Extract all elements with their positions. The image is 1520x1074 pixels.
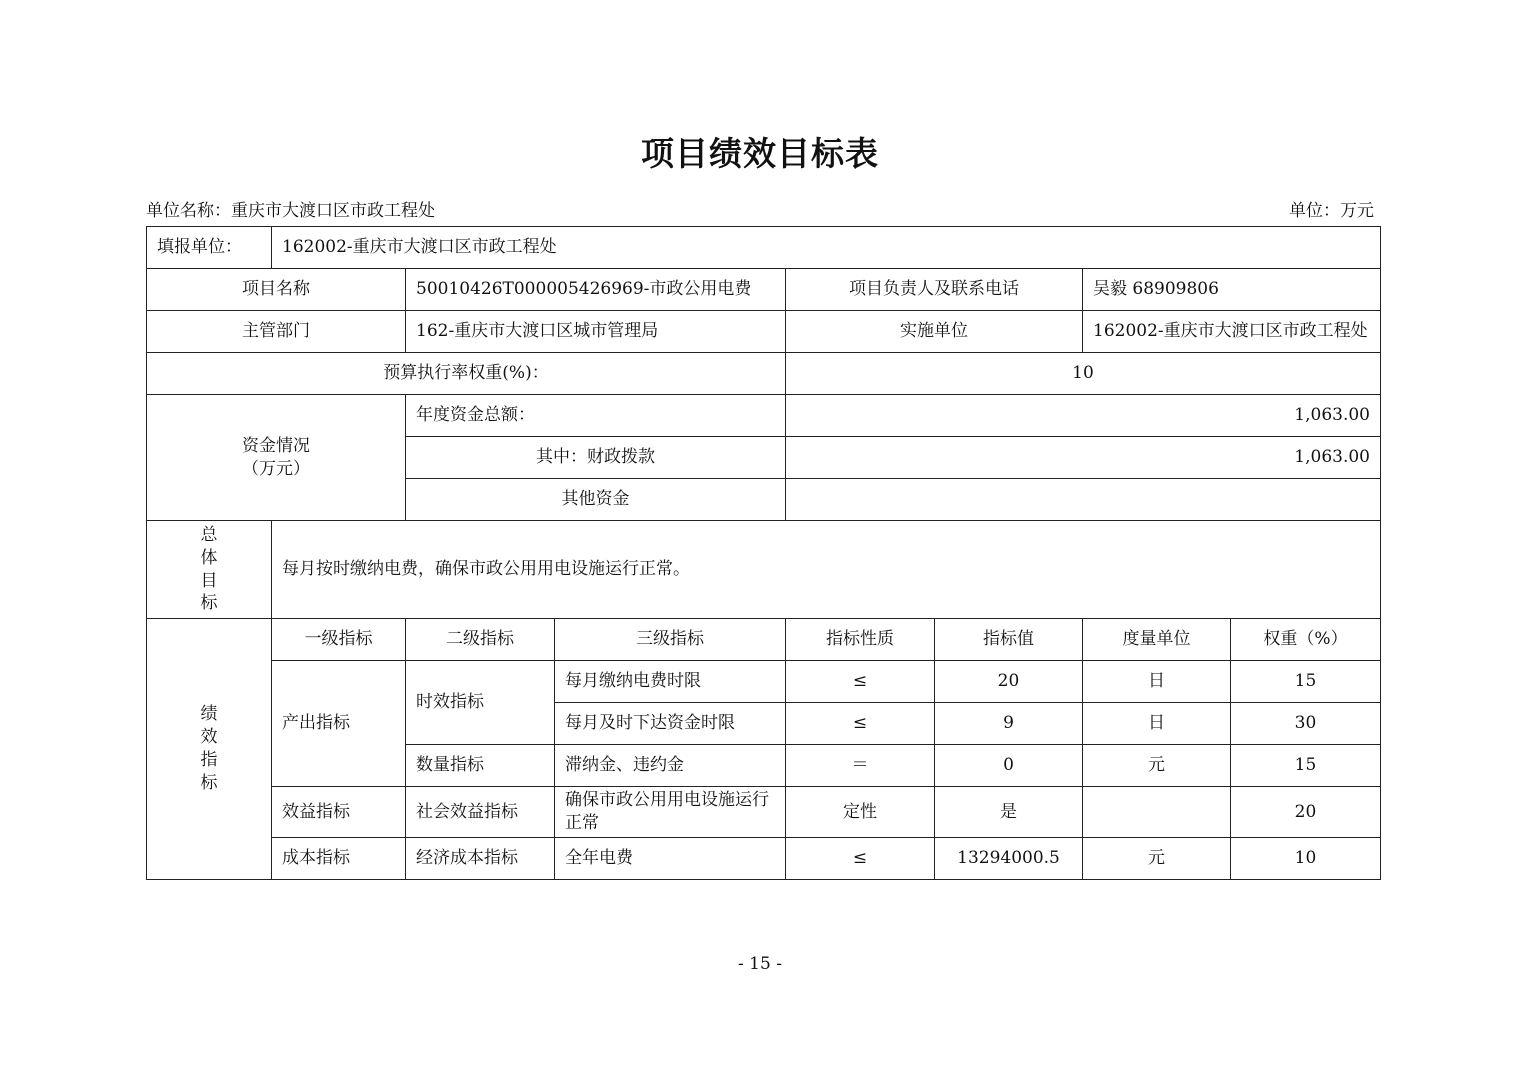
filler-label: 填报单位： [147,227,272,269]
nature-cell: ≤ [786,703,935,745]
page-number: - 15 - [738,954,782,974]
performance-char: 标 [200,772,218,793]
header-unit: 度量单位 [1083,619,1231,661]
level2-cell: 数量指标 [406,745,555,787]
level2-cell: 经济成本指标 [406,838,555,880]
level3-cell: 确保市政公用用电设施运行正常 [555,787,786,838]
budget-weight-value: 10 [786,353,1381,395]
funds-label-line2: （万元） [242,458,310,479]
level3-cell: 滞纳金、违约金 [555,745,786,787]
value-cell: 0 [935,745,1083,787]
overall-goal-text: 每月按时缴纳电费，确保市政公用用电设施运行正常。 [272,521,1381,619]
nature-cell: 定性 [786,787,935,838]
project-name-row [147,269,1381,311]
funds-fiscal-label: 其中：财政拨款 [406,437,786,479]
performance-char: 绩 [200,704,218,725]
budget-weight-row [147,353,1381,395]
header-level3: 三级指标 [555,619,786,661]
header-level2: 二级指标 [406,619,555,661]
value-cell: 20 [935,661,1083,703]
filler-row [147,227,1381,269]
overall-goal-char: 标 [200,593,218,614]
performance-indicator-label [147,619,272,880]
value-cell: 13294000.5 [935,838,1083,880]
unit-cell: 日 [1083,703,1231,745]
header-weight: 权重（%） [1231,619,1381,661]
nature-cell: ＝ [786,745,935,787]
weight-cell: 15 [1231,661,1381,703]
department-row [147,311,1381,353]
unit-name-label: 单位名称：重庆市大渡口区市政工程处 [146,201,435,221]
project-contact-label: 项目负责人及联系电话 [786,269,1083,311]
header-value: 指标值 [935,619,1083,661]
department-label: 主管部门 [147,311,406,353]
overall-goal-char: 目 [200,570,218,591]
page-title: 项目绩效目标表 [641,134,879,173]
performance-goal-table [146,226,1381,880]
implementing-unit-label: 实施单位 [786,311,1083,353]
performance-char: 指 [200,750,218,770]
table-row [147,838,1381,880]
funds-annual-label: 年度资金总额： [406,395,786,437]
value-cell: 是 [935,787,1083,838]
implementing-unit-value: 162002-重庆市大渡口区市政工程处 [1083,311,1381,353]
overall-goal-row [147,521,1381,619]
weight-cell: 30 [1231,703,1381,745]
funds-other-label: 其他资金 [406,479,786,521]
table-row [147,787,1381,838]
level3-cell: 每月缴纳电费时限 [555,661,786,703]
department-value: 162-重庆市大渡口区城市管理局 [406,311,786,353]
weight-cell: 10 [1231,838,1381,880]
header-nature: 指标性质 [786,619,935,661]
budget-weight-label: 预算执行率权重(%)： [147,353,786,395]
funds-label [147,395,406,521]
overall-goal-label [147,521,272,619]
value-cell: 9 [935,703,1083,745]
timeliness-level2: 时效指标 [406,661,555,745]
level1-cell: 效益指标 [272,787,406,838]
header-level1: 一级指标 [272,619,406,661]
project-name-label: 项目名称 [147,269,406,311]
funds-other-value [786,479,1381,521]
funds-annual-row [147,395,1381,437]
output-level1: 产出指标 [272,661,406,787]
unit-cell: 日 [1083,661,1231,703]
level3-cell: 每月及时下达资金时限 [555,703,786,745]
table-row [147,661,1381,703]
unit-cell: 元 [1083,745,1231,787]
funds-annual-value: 1,063.00 [786,395,1381,437]
unit-cell: 元 [1083,838,1231,880]
nature-cell: ≤ [786,838,935,880]
project-contact-value: 吴毅 68909806 [1083,269,1381,311]
filler-value: 162002-重庆市大渡口区市政工程处 [272,227,1381,269]
level2-cell: 社会效益指标 [406,787,555,838]
funds-label-line1: 资金情况 [242,435,310,456]
performance-char: 效 [200,727,218,748]
level3-cell: 全年电费 [555,838,786,880]
currency-unit-label: 单位：万元 [1289,201,1374,221]
unit-cell [1083,787,1231,838]
weight-cell: 15 [1231,745,1381,787]
nature-cell: ≤ [786,661,935,703]
indicator-header-row [147,619,1381,661]
project-name-value: 50010426T000005426969-市政公用电费 [406,269,786,311]
funds-fiscal-value: 1,063.00 [786,437,1381,479]
overall-goal-char: 体 [200,547,218,568]
overall-goal-char: 总 [200,524,218,545]
weight-cell: 20 [1231,787,1381,838]
level1-cell: 成本指标 [272,838,406,880]
